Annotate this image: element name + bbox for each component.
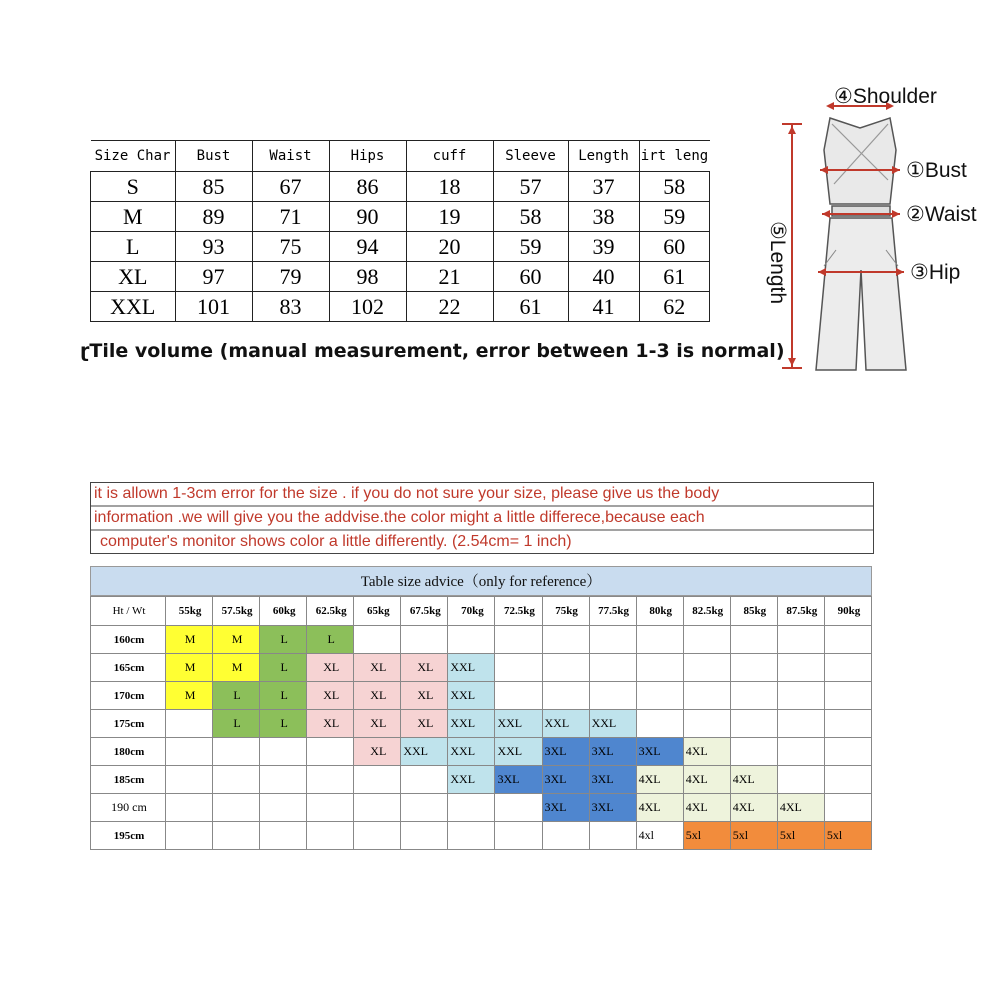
size-advice-cell: 4XL	[683, 794, 730, 822]
size-advice-cell: XL	[354, 654, 401, 682]
size-advice-cell	[448, 626, 495, 654]
weight-header: 87.5kg	[777, 597, 824, 626]
size-advice-cell	[777, 766, 824, 794]
size-value: 101	[175, 292, 252, 322]
size-advice-cell	[213, 794, 260, 822]
size-label: M	[91, 202, 176, 232]
size-advice-cell	[166, 710, 213, 738]
size-advice-cell	[636, 626, 683, 654]
header-bust: Bust	[175, 141, 252, 172]
size-value: 21	[406, 262, 493, 292]
size-advice-cell	[589, 626, 636, 654]
label-length: ⑤Length	[766, 220, 790, 305]
size-advice-cell	[354, 626, 401, 654]
size-advice-cell	[401, 766, 448, 794]
size-advice-cell	[730, 710, 777, 738]
weight-header: 62.5kg	[307, 597, 354, 626]
size-advice-cell	[260, 822, 307, 850]
height-label: 170cm	[91, 682, 166, 710]
height-label: 185cm	[91, 766, 166, 794]
size-advice-cell	[636, 654, 683, 682]
size-advice-cell	[307, 794, 354, 822]
size-advice-cell: 4XL	[683, 766, 730, 794]
size-advice-cell	[730, 626, 777, 654]
size-advice-cell	[495, 626, 542, 654]
advice-row	[91, 626, 872, 654]
size-value: 60	[639, 232, 710, 262]
weight-header: 77.5kg	[589, 597, 636, 626]
size-advice-cell	[307, 766, 354, 794]
size-value: 94	[329, 232, 406, 262]
size-advice-cell	[730, 682, 777, 710]
size-advice-cell	[824, 682, 871, 710]
size-value: 89	[175, 202, 252, 232]
header-length: Length	[568, 141, 639, 172]
size-advice-cell: 3XL	[542, 794, 589, 822]
size-advice-cell: M	[166, 654, 213, 682]
size-advice-cell: 5xl	[683, 822, 730, 850]
weight-header: 67.5kg	[401, 597, 448, 626]
size-value: 40	[568, 262, 639, 292]
label-bust: ①Bust	[906, 159, 967, 182]
size-value: 58	[493, 202, 568, 232]
garment-diagram	[760, 80, 990, 380]
size-advice-cell: 4xl	[636, 822, 683, 850]
size-advice-cell: 3XL	[589, 738, 636, 766]
size-advice-cell	[166, 794, 213, 822]
size-value: 93	[175, 232, 252, 262]
size-advice-cell	[589, 682, 636, 710]
size-advice-cell: 5xl	[824, 822, 871, 850]
header-sleeve: Sleeve	[493, 141, 568, 172]
size-advice-cell	[589, 654, 636, 682]
size-label: XXL	[91, 292, 176, 322]
size-chart-row	[91, 292, 710, 322]
height-label: 195cm	[91, 822, 166, 850]
size-advice-cell: XXL	[448, 710, 495, 738]
size-advice-cell: 4XL	[636, 766, 683, 794]
size-advice-cell	[824, 626, 871, 654]
size-advice-cell: XXL	[448, 738, 495, 766]
size-advice-cell: XXL	[448, 654, 495, 682]
size-advice-cell: XL	[307, 682, 354, 710]
size-value: 38	[568, 202, 639, 232]
size-value: 57	[493, 172, 568, 202]
size-value: 59	[639, 202, 710, 232]
label-shoulder: ④Shoulder	[834, 85, 937, 108]
size-advice-cell: 3XL	[542, 738, 589, 766]
size-advice-cell	[354, 822, 401, 850]
header-hips: Hips	[329, 141, 406, 172]
size-value: 85	[175, 172, 252, 202]
size-advice-cell	[824, 766, 871, 794]
size-advice-cell	[260, 794, 307, 822]
size-advice-cell: L	[260, 710, 307, 738]
size-advice-cell: 3XL	[495, 766, 542, 794]
size-value: 22	[406, 292, 493, 322]
size-value: 59	[493, 232, 568, 262]
weight-header: 82.5kg	[683, 597, 730, 626]
weight-header: 60kg	[260, 597, 307, 626]
size-advice-cell	[354, 794, 401, 822]
size-advice-cell	[636, 710, 683, 738]
size-advice-cell	[401, 626, 448, 654]
size-value: 41	[568, 292, 639, 322]
size-advice-cell	[683, 654, 730, 682]
size-advice-cell	[213, 738, 260, 766]
size-value: 98	[329, 262, 406, 292]
size-advice-cell: XL	[354, 738, 401, 766]
size-value: 60	[493, 262, 568, 292]
size-advice-cell: 4XL	[777, 794, 824, 822]
size-advice-cell	[777, 710, 824, 738]
advice-row	[91, 766, 872, 794]
size-advice-cell	[777, 738, 824, 766]
size-advice-cell	[166, 738, 213, 766]
size-advice-cell	[824, 710, 871, 738]
weight-header: 90kg	[824, 597, 871, 626]
size-value: 61	[493, 292, 568, 322]
size-label: S	[91, 172, 176, 202]
size-chart-row	[91, 232, 710, 262]
size-advice-cell: 4XL	[683, 738, 730, 766]
weight-header: 55kg	[166, 597, 213, 626]
height-label: 175cm	[91, 710, 166, 738]
size-advice-cell: 4XL	[730, 766, 777, 794]
size-advice-cell	[448, 822, 495, 850]
size-advice-cell	[260, 738, 307, 766]
corner-header: Ht / Wt	[91, 597, 166, 626]
size-advice-cell	[307, 822, 354, 850]
size-advice-cell	[683, 682, 730, 710]
size-chart-header-row	[91, 141, 710, 172]
size-advice-cell	[777, 682, 824, 710]
size-advice-cell: L	[260, 682, 307, 710]
advice-row	[91, 822, 872, 850]
size-value: 86	[329, 172, 406, 202]
size-advice-cell: XXL	[448, 682, 495, 710]
size-advice-cell: L	[213, 682, 260, 710]
size-advice-cell	[824, 654, 871, 682]
weight-header: 57.5kg	[213, 597, 260, 626]
size-advice-cell	[777, 626, 824, 654]
size-advice-cell	[542, 654, 589, 682]
size-advice-cell: XL	[307, 654, 354, 682]
size-advice-cell	[824, 794, 871, 822]
weight-header: 65kg	[354, 597, 401, 626]
label-hip: ③Hip	[910, 261, 961, 284]
advice-row	[91, 682, 872, 710]
size-value: 39	[568, 232, 639, 262]
size-value: 20	[406, 232, 493, 262]
advice-row	[91, 794, 872, 822]
notice-line-3: computer's monitor shows color a little differently. (2.54cm= 1 inch)	[100, 533, 572, 550]
size-label: L	[91, 232, 176, 262]
weight-header: 72.5kg	[495, 597, 542, 626]
size-advice-cell: XL	[401, 682, 448, 710]
notice-line-1: it is allown 1-3cm error for the size . if you do not sure your size, please give us the body	[94, 485, 720, 502]
advice-row	[91, 710, 872, 738]
weight-header: 70kg	[448, 597, 495, 626]
size-advice-cell	[448, 794, 495, 822]
weight-header: 75kg	[542, 597, 589, 626]
size-advice-cell	[495, 794, 542, 822]
size-advice-cell: M	[166, 626, 213, 654]
size-advice-cell	[730, 738, 777, 766]
header-waist: Waist	[252, 141, 329, 172]
size-advice-cell: 4XL	[730, 794, 777, 822]
size-value: 61	[639, 262, 710, 292]
size-chart-row	[91, 262, 710, 292]
size-value: 18	[406, 172, 493, 202]
size-advice-cell: 5xl	[777, 822, 824, 850]
size-advice-cell	[495, 654, 542, 682]
size-value: 37	[568, 172, 639, 202]
size-advice-cell	[683, 626, 730, 654]
size-advice-cell: 3XL	[589, 766, 636, 794]
size-notice	[90, 482, 874, 554]
size-advice-cell: L	[213, 710, 260, 738]
size-advice-cell	[166, 822, 213, 850]
size-advice-cell: 5xl	[730, 822, 777, 850]
size-value: 97	[175, 262, 252, 292]
size-value: 71	[252, 202, 329, 232]
size-advice-cell: XXL	[448, 766, 495, 794]
advice-table-title: Table size advice（only for reference）	[90, 566, 872, 596]
size-advice-cell: XXL	[542, 710, 589, 738]
size-advice-cell: XXL	[495, 738, 542, 766]
size-value: 90	[329, 202, 406, 232]
size-label: XL	[91, 262, 176, 292]
size-advice-cell	[495, 822, 542, 850]
size-advice-cell	[542, 682, 589, 710]
size-advice-cell	[730, 654, 777, 682]
size-advice-table	[90, 596, 872, 850]
size-advice-cell: L	[260, 626, 307, 654]
size-advice-cell	[777, 654, 824, 682]
weight-header: 80kg	[636, 597, 683, 626]
size-value: 62	[639, 292, 710, 322]
size-advice-cell	[401, 822, 448, 850]
size-advice-cell	[354, 766, 401, 794]
measurement-note: ɽTile volume (manual measurement, error between 1-3 is normal)	[80, 340, 785, 362]
size-advice-cell: XL	[307, 710, 354, 738]
size-advice-cell	[213, 766, 260, 794]
size-advice-cell	[636, 682, 683, 710]
size-advice-cell: M	[213, 654, 260, 682]
size-advice-cell	[213, 822, 260, 850]
size-chart-row	[91, 172, 710, 202]
label-waist: ②Waist	[906, 203, 977, 226]
size-advice-cell	[542, 626, 589, 654]
size-advice-cell: M	[213, 626, 260, 654]
advice-row	[91, 738, 872, 766]
size-advice-cell	[307, 738, 354, 766]
size-advice-cell: 3XL	[589, 794, 636, 822]
size-advice-cell: XXL	[401, 738, 448, 766]
size-advice-cell: 3XL	[542, 766, 589, 794]
size-advice-cell: XXL	[589, 710, 636, 738]
size-value: 102	[329, 292, 406, 322]
size-advice-cell: XXL	[495, 710, 542, 738]
size-advice-cell: XL	[401, 654, 448, 682]
size-chart-table	[90, 140, 710, 322]
size-advice-cell: L	[260, 654, 307, 682]
height-label: 160cm	[91, 626, 166, 654]
size-advice-cell	[683, 710, 730, 738]
size-value: 58	[639, 172, 710, 202]
size-value: 79	[252, 262, 329, 292]
size-value: 75	[252, 232, 329, 262]
size-advice-cell	[542, 822, 589, 850]
size-advice-cell: 4XL	[636, 794, 683, 822]
notice-line-2: information .we will give you the addvise.the color might a little differece,because each	[94, 509, 705, 526]
size-advice-cell	[401, 794, 448, 822]
size-value: 19	[406, 202, 493, 232]
weight-header: 85kg	[730, 597, 777, 626]
size-advice-cell	[589, 822, 636, 850]
size-advice-cell: 3XL	[636, 738, 683, 766]
advice-header-row	[91, 597, 872, 626]
size-advice-cell: L	[307, 626, 354, 654]
size-advice-cell: XL	[354, 682, 401, 710]
header-cuff: cuff	[406, 141, 493, 172]
size-chart-row	[91, 202, 710, 232]
size-advice-cell	[166, 766, 213, 794]
height-label: 180cm	[91, 738, 166, 766]
size-advice-cell: XL	[401, 710, 448, 738]
size-advice-cell: XL	[354, 710, 401, 738]
jumpsuit-illustration	[760, 80, 990, 380]
size-value: 83	[252, 292, 329, 322]
height-label: 165cm	[91, 654, 166, 682]
size-advice-cell	[260, 766, 307, 794]
advice-row	[91, 654, 872, 682]
size-advice-cell	[824, 738, 871, 766]
header-shirt-length: irt leng	[639, 141, 710, 172]
header-size: Size Char	[91, 141, 176, 172]
size-value: 67	[252, 172, 329, 202]
size-advice-cell	[495, 682, 542, 710]
height-label: 190 cm	[91, 794, 166, 822]
size-advice-cell: M	[166, 682, 213, 710]
